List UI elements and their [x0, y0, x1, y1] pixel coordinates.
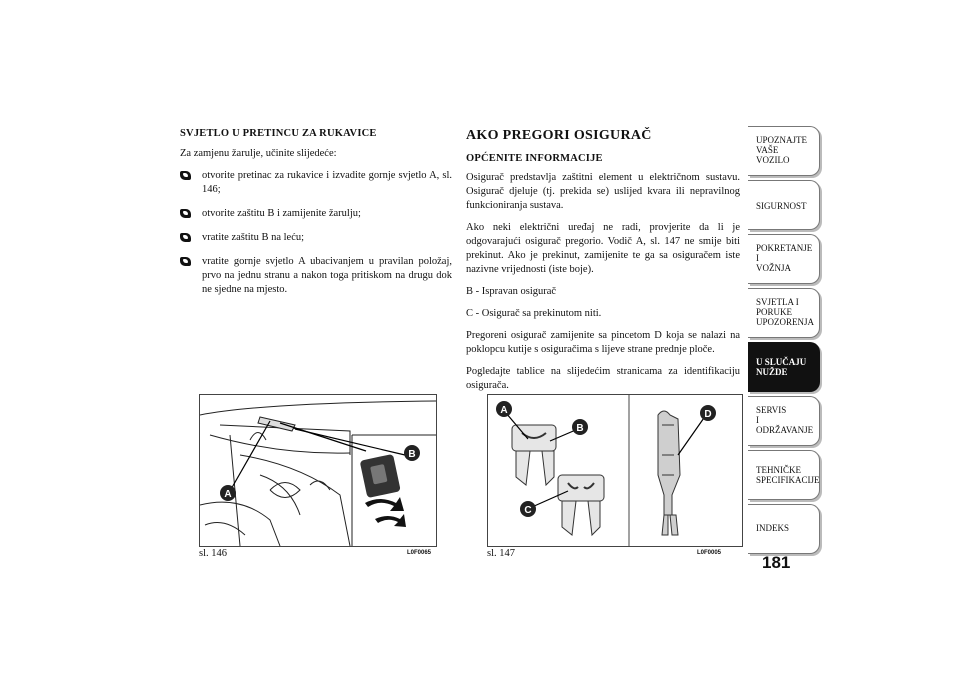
left-column: [180, 128, 452, 307]
fuses-illustration: [488, 395, 742, 546]
figure-code-147: L0F0005: [697, 550, 722, 556]
tab-safety[interactable]: SIGURNOST: [748, 180, 820, 230]
tab-lights-warnings[interactable]: SVJETLA I PORUKE UPOZORENJA: [748, 288, 820, 338]
paragraph: Ako neki električni uređaj ne radi, provjerite da li je odgovarajući osigurač pregorio. Vodič A, sl. 147 ne smije biti prekinut. Ako je prekinut, zamijenite te ga sa osiguračem iste nazivne vrijednosti (iste boje).: [466, 222, 740, 275]
callout-label-d: D: [704, 409, 712, 420]
callout-label-a: A: [500, 405, 508, 416]
callout-label-b: B: [408, 449, 416, 460]
tab-know-your-vehicle[interactable]: UPOZNAJTE VAŠE VOZILO: [748, 126, 820, 176]
callout-label-c: C: [524, 505, 532, 516]
bullet-item: otvorite zaštitu B i zamijenite žarulju;: [180, 207, 452, 221]
bullet-item: vratite zaštitu B na leću;: [180, 231, 452, 245]
callout-label-a: A: [224, 489, 232, 500]
hand-bullet-icon: [180, 209, 191, 218]
figure-caption-147: sl. 147: [487, 548, 516, 559]
subheading-general-info: OPĆENITE INFORMACIJE: [466, 153, 603, 164]
section-heading-glovebox: SVJETLO U PRETINCU ZA RUKAVICE: [180, 128, 377, 139]
figure-code-146: L0F0065: [407, 550, 432, 556]
tab-emergency[interactable]: U SLUČAJU NUŽDE: [748, 342, 820, 392]
page-number: 181: [762, 553, 791, 572]
figure-fuses: [487, 394, 743, 547]
right-column: [466, 128, 740, 401]
hand-bullet-icon: [180, 233, 191, 242]
callout-label-b: B: [576, 423, 584, 434]
tab-index[interactable]: INDEKS: [748, 504, 820, 554]
paragraph: C - Osigurač sa prekinutom niti.: [466, 308, 602, 319]
figure-caption-146: sl. 146: [199, 548, 228, 559]
tab-service-maintenance[interactable]: SERVIS I ODRŽAVANJE: [748, 396, 820, 446]
tab-starting-driving[interactable]: POKRETANJE I VOŽNJA: [748, 234, 820, 284]
glovebox-illustration: [200, 395, 436, 546]
tab-technical-specs[interactable]: TEHNIČKE SPECIFIKACIJE: [748, 450, 820, 500]
hand-bullet-icon: [180, 257, 191, 266]
paragraph: Pogledajte tablice na slijedećim stranicama za identifikaciju osigurača.: [466, 366, 740, 391]
paragraph: B - Ispravan osigurač: [466, 286, 557, 297]
paragraph: Osigurač predstavlja zaštitni element u električnom sustavu. Osigurač djeluje (tj. prekida se) uslijed kvara ili nepravilnog funkcioniranja sustava.: [466, 172, 740, 211]
figure-glovebox-light: [199, 394, 437, 547]
paragraph: Pregoreni osigurač zamijenite sa pincetom D koja se nalazi na poklopcu kutije s osiguračima s lijeve strane prednje ploče.: [466, 330, 740, 355]
bullet-item: otvorite pretinac za rukavice i izvadite gornje svjetlo A, sl. 146;: [180, 169, 452, 197]
bullet-item: vratite gornje svjetlo A ubacivanjem u pravilan položaj, prvo na jednu stranu a nakon toga pritiskom na drugu dok ne sjedne na mjesto.: [180, 255, 452, 297]
hand-bullet-icon: [180, 171, 191, 180]
intro-text: Za zamjenu žarulje, učinite slijedeće:: [180, 148, 337, 159]
section-heading-fuse: AKO PREGORI OSIGURAČ: [466, 128, 652, 143]
